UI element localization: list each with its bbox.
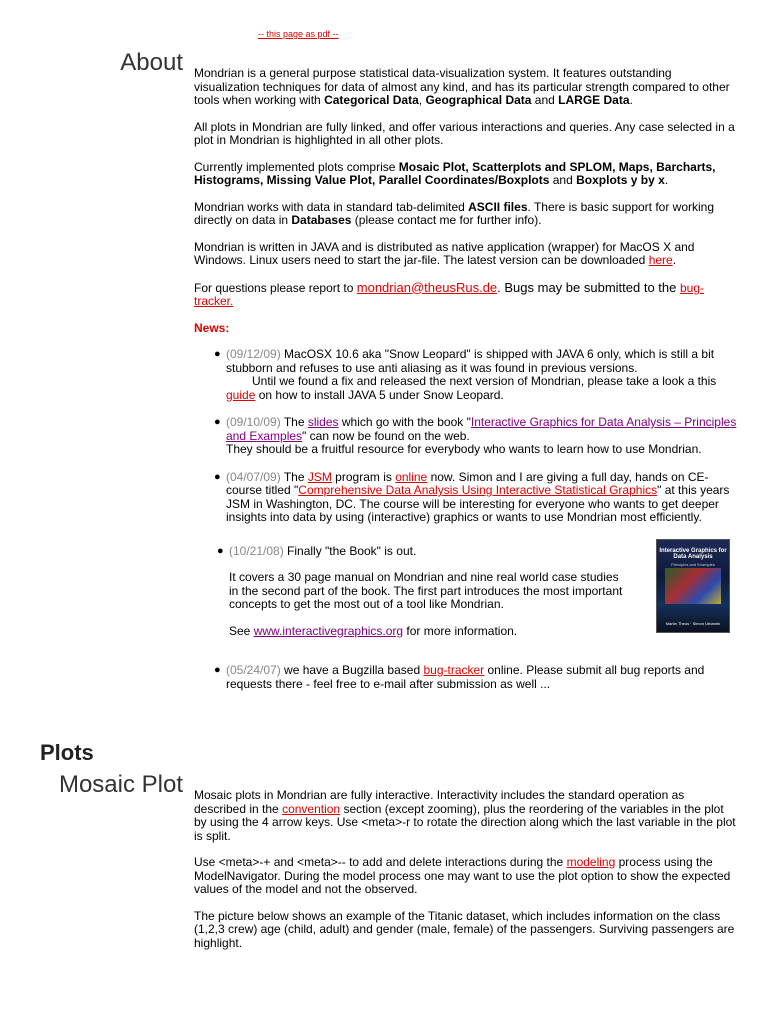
bullet-icon: ● [214, 664, 221, 676]
modeling-link[interactable]: modeling [566, 855, 616, 869]
bug-tracker-link[interactable]: bug-tracker. [194, 280, 705, 308]
online-link[interactable]: online [395, 469, 428, 484]
pdf-link[interactable]: -- this page as pdf -- [258, 29, 339, 39]
book-description: It covers a 30 page manual on Mondrian and nine real world case studies in the second part of the book. The first part introduces the most important concepts to get the most out of a tool like Mondrian. [229, 570, 623, 611]
news-item: ● (09/12/09) MacOSX 10.6 aka "Snow Leopard" is shipped with JAVA 6 only, which is still a bit stubborn and refuses to use anti aliasing as it was found in previous versions. Until we found a fix and released the next version of Mondrian, please take a look a this guide on how to install JAVA 5 under Snow Leopard. [214, 347, 717, 402]
about-paragraph-6: For questions please report to mondrian@theusRus.de. Bugs may be submitted to the bug-tracker. [194, 279, 705, 308]
guide-link[interactable]: guide [226, 387, 256, 402]
mosaic-plot-heading: Mosaic Plot [58, 771, 183, 798]
news-item: ● (05/24/07) we have a Bugzilla based bug-tracker online. Please submit all bug reports and requests there - feel free to e-mail after submission as well ... [214, 663, 705, 691]
news-label: News: [194, 320, 230, 335]
about-paragraph-3: Currently implemented plots comprise Mosaic Plot, Scatterplots and SPLOM, Maps, Barcharts, Histograms, Missing Value Plot, Parallel Coordinates/Boxplots and Boxplots y by x. [194, 159, 716, 187]
course-link[interactable]: Comprehensive Data Analysis Using Interactive Statistical Graphics [298, 483, 658, 497]
about-heading: About [120, 49, 183, 76]
jsm-link[interactable]: JSM [307, 469, 332, 484]
about-paragraph-2: All plots in Mondrian are fully linked, and offer various interactions and queries. Any case selected in a plot in Mondrian is highlighted in all other plots. [194, 119, 735, 147]
about-paragraph-4: Mondrian works with data in standard tab-delimited ASCII files. There is basic support for working directly on data in Databases (please contact me for further info). [194, 199, 715, 227]
convention-link[interactable]: convention [282, 801, 341, 816]
bullet-icon: ● [214, 470, 221, 483]
about-paragraph-1: Mondrian is a general purpose statistical data-visualization system. It features outstanding visualization techniques for data of almost any kind, and has its particular strength compared to other tools when working with Categorical Data, Geographical Data and LARGE Data. [194, 66, 730, 107]
news-item: ● (10/21/08) Finally "the Book" is out. It covers a 30 page manual on Mondrian and nine real world case studies in the second part of the book. The first part introduces the most important concepts to get the most out of a tool like Mondrian. See www.interactivegraphics.org for more information. Interactive Graphics for Data Analysis Principles and Examples Martin Theus · Simon Urbanek [194, 545, 739, 639]
bullet-icon: ● [217, 544, 224, 557]
book-title-link[interactable]: Interactive Graphics for Data Analysis – Principles and Examples [226, 415, 737, 443]
news-item: ● (04/07/09) The JSM program is online now. Simon and I are giving a full day, hands on CE-course titled "Comprehensive Data Analysis Using Interactive Statistical Graphics" at this years JSM in Washington, DC. The course will be interesting for everyone who wants to get deeper insights into data by using (interactive) graphics or wants to use Mondrian most efficiently. [214, 469, 730, 524]
news-item: ● (09/10/09) The slides which go with the book "Interactive Graphics for Data Analysis – Principles and Examples" can now be found on the web. They should be a fruitful resource for everybody who wants to learn how to use Mondrian. [214, 415, 737, 456]
news-list [194, 348, 739, 691]
website-link[interactable]: www.interactivegraphics.org [253, 623, 404, 638]
mosaic-paragraph-3: The picture below shows an example of the Titanic dataset, which includes information on the class (1,2,3 crew) age (child, adult) and gender (male, female) of the passengers. Surviving passengers are highlight. [194, 908, 735, 950]
about-section [194, 67, 739, 705]
mosaic-paragraph-1: Mosaic plots in Mondrian are fully interactive. Interactivity includes the standard operation as described in the convention section (except zooming), plus the reordering of the variables in the plot by using the 4 arrow keys. Use <meta>-r to rotate the direction along which the last variable in the plot is split. [194, 788, 736, 843]
bullet-icon: ● [214, 416, 221, 428]
bugzilla-link[interactable]: bug-tracker [423, 663, 485, 677]
slides-link[interactable]: slides [307, 415, 339, 429]
plots-heading: Plots [40, 740, 94, 765]
mosaic-section [194, 789, 739, 963]
email-link[interactable]: mondrian@theusRus.de [356, 279, 498, 295]
bullet-icon: ● [214, 348, 221, 360]
book-cover-image[interactable]: Interactive Graphics for Data Analysis Principles and Examples Martin Theus · Simon Urbanek [656, 539, 730, 633]
about-paragraph-5: Mondrian is written in JAVA and is distributed as native application (wrapper) for MacOS X and Windows. Linux users need to start the jar-file. The latest version can be downloaded here. [194, 239, 695, 267]
download-link[interactable]: here [648, 253, 673, 267]
mosaic-paragraph-2: Use <meta>-+ and <meta>-- to add and delete interactions during the modeling process using the ModelNavigator. During the model process one may want to use the plot option to show the expected values of the model and not the observed. [194, 855, 731, 896]
